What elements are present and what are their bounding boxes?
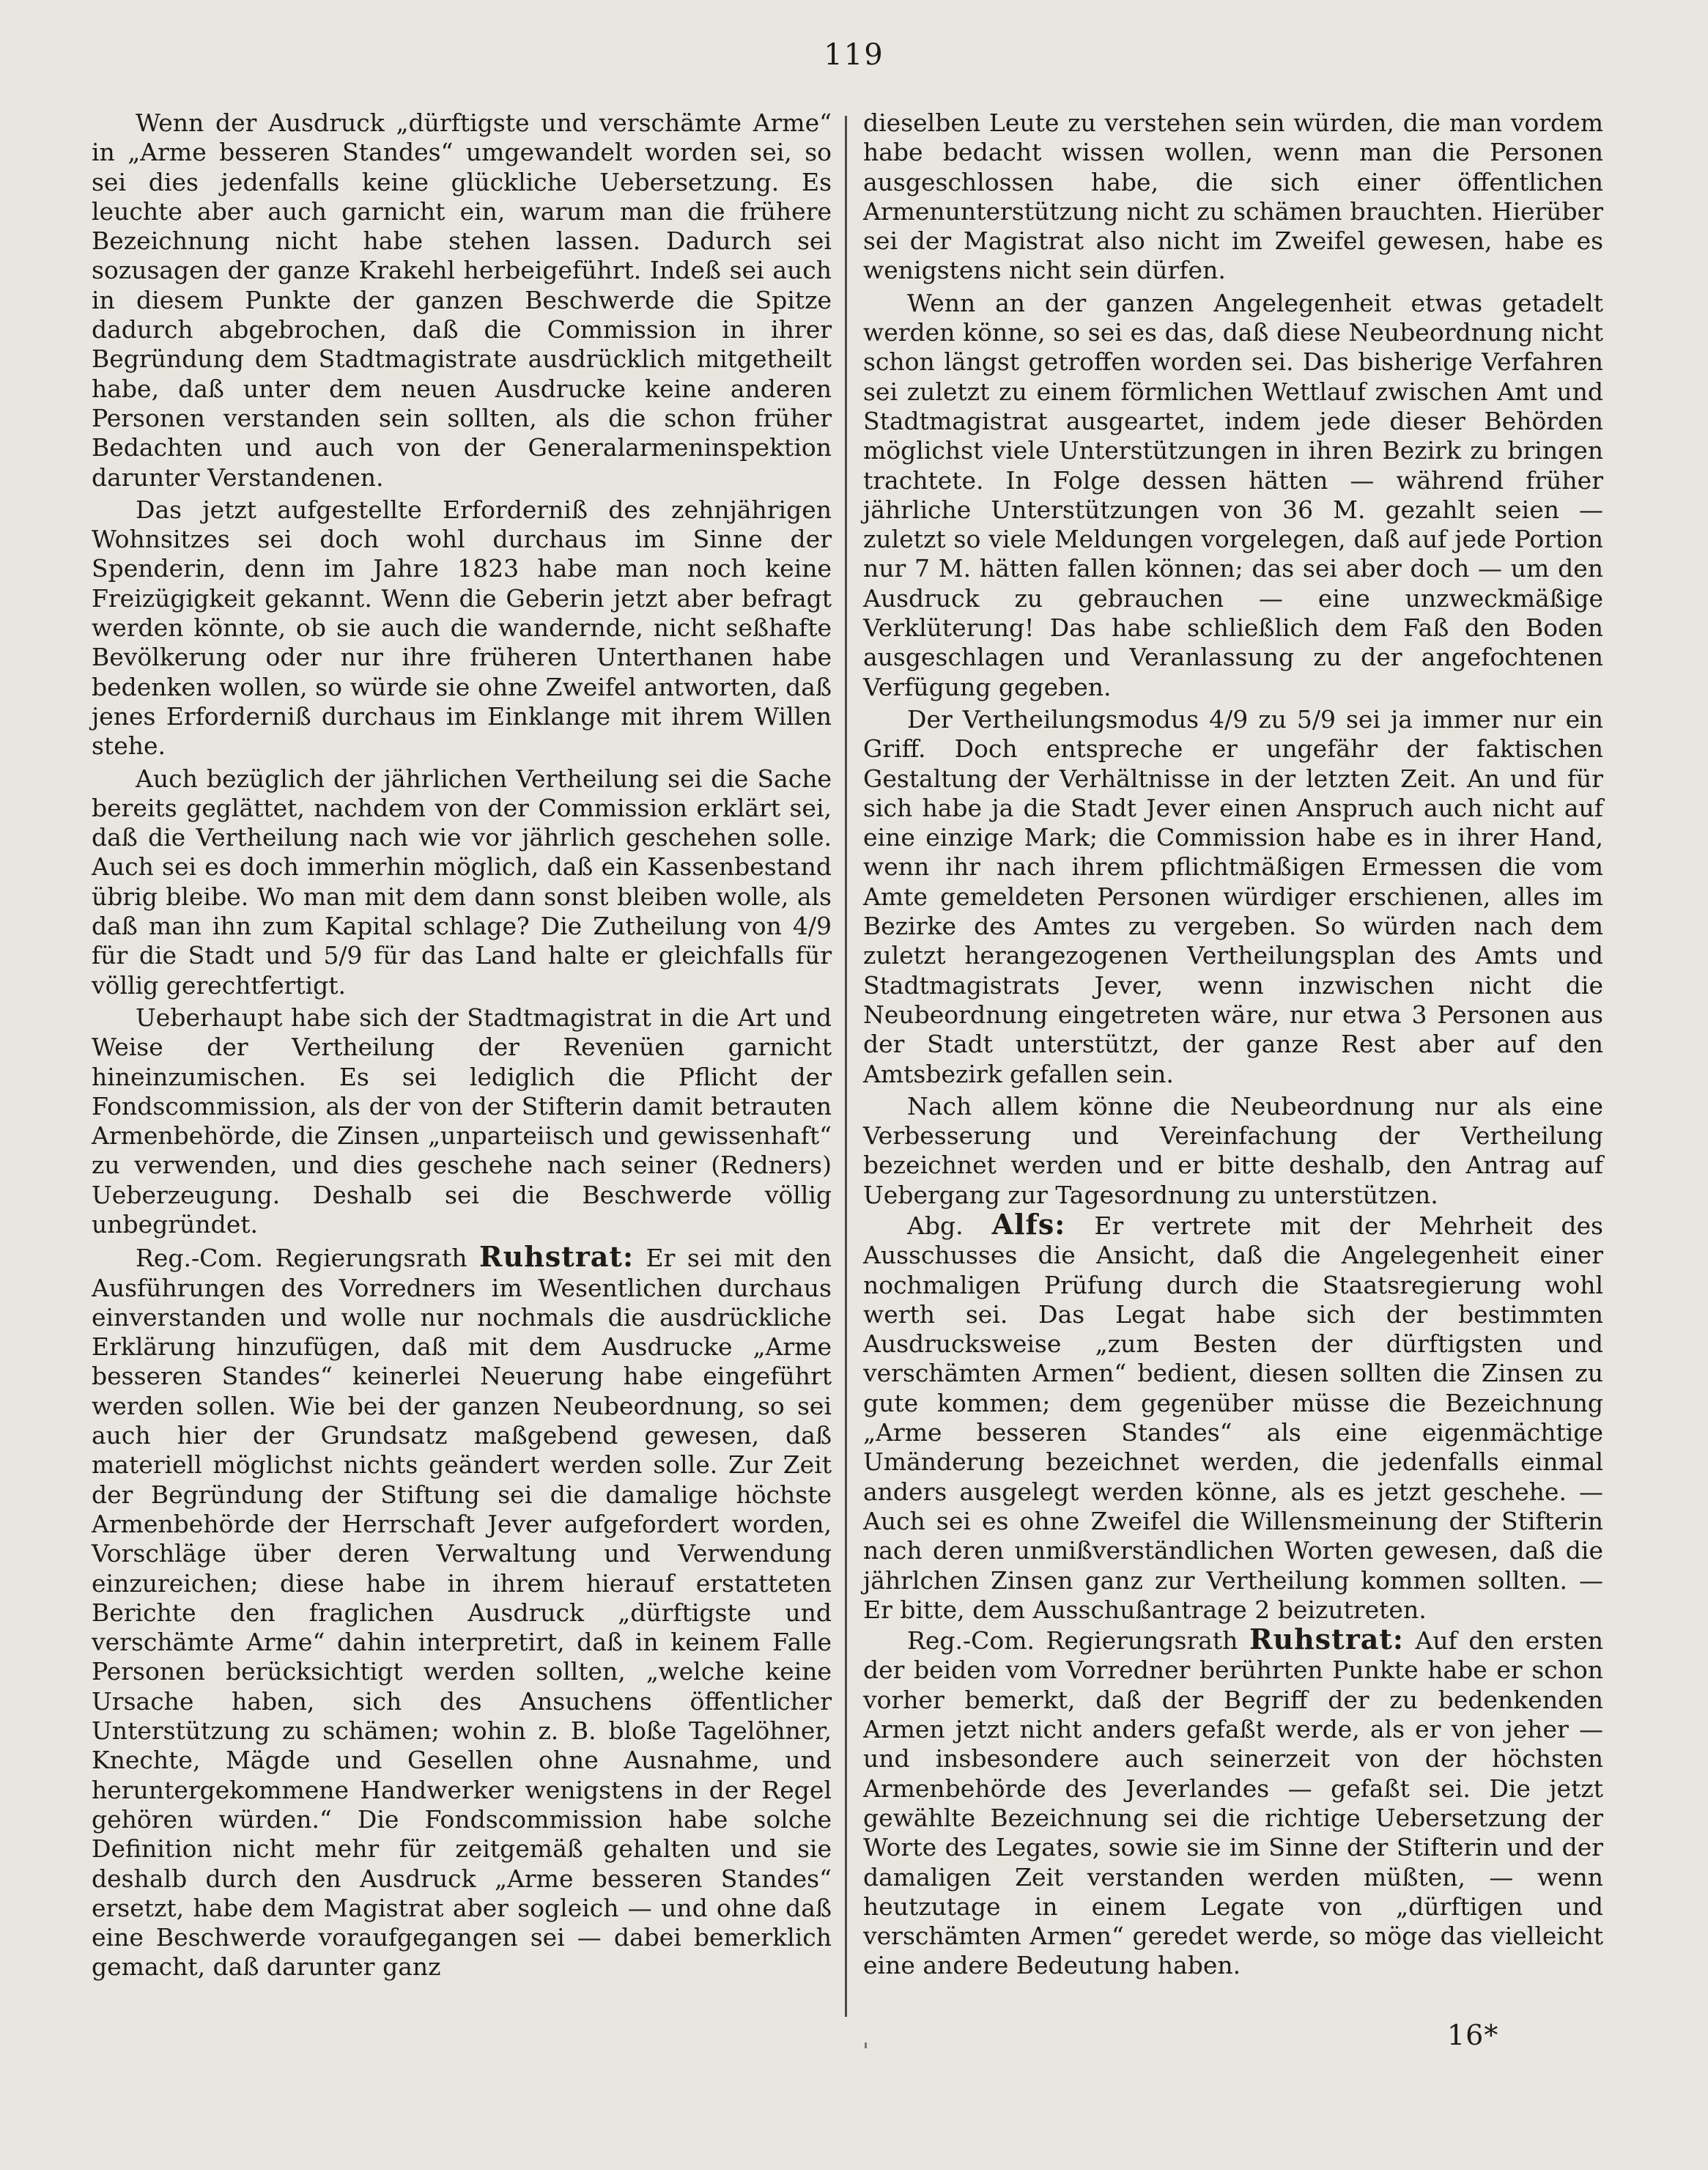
speaker-name: Alfs:: [991, 1207, 1066, 1241]
speaker-prefix: Reg.-Com. Regierungsrath: [136, 1244, 479, 1273]
paragraph: [863, 1207, 1603, 1625]
speech-text: Er sei mit den Ausführungen des Vorredners im Wesentlichen durchaus einverstanden und wolle nur nochmals die ausdrückliche Erklärung hinzufügen, daß mit dem Ausdrucke „Arme besseren Standes“ keinerlei Neuerung habe eingeführt werden sollen. Wie bei der ganzen Neubeordnung, so sei auch hier der Grundsatz maßgebend gewesen, daß materiell möglichst nichts geändert werden solle. Zur Zeit der Begründung der Stiftung sei die damalige höchste Armenbehörde der Herrschaft Jever aufgefordert worden, Vorschläge über deren Verwaltung und Verwendung einzureichen; diese habe in ihrem hierauf erstatteten Berichte den fraglichen Ausdruck „dürftigste und verschämte Arme“ dahin interpretirt, daß in keinem Falle Personen berücksichtigt werden sollten, „welche keine Ursache haben, sich des Ansuchens öffentlicher Unterstützung zu schämen; wohin z. B. bloße Tagelöhner, Knechte, Mägde und Gesellen ohne Ausnahme, und heruntergekommene Handwerker wenigstens in der Regel gehören würden.“ Die Fondscommission habe solche Definition nicht mehr für zeitgemäß gehalten und sie deshalb durch den Ausdruck „Arme besseren Standes“ ersetzt, habe dem Magistrat aber sogleich — und ohne daß eine Beschwerde voraufgegangen sei — dabei bemerklich gemacht, daß darunter ganz: [92, 1244, 832, 1982]
paragraph: [92, 1242, 832, 1982]
paragraph: [863, 1625, 1603, 1981]
paragraph: Wenn der Ausdruck „dürftigste und verschämte Arme“ in „Arme besseren Standes“ umgewandelt worden sei, so sei dies jedenfalls keine glückliche Uebersetzung. Es leuchte aber auch garnicht ein, warum man die frühere Bezeichnung nicht habe stehen lassen. Dadurch sei sozusagen der ganze Krakehl herbeigeführt. Indeß sei auch in diesem Punkte der ganzen Beschwerde die Spitze dadurch abgebrochen, daß die Commission in ihrer Begründung dem Stadtmagistrate ausdrücklich mitgetheilt habe, daß unter dem neuen Ausdrucke keine anderen Personen verstanden sein sollten, als die schon früher Bedachten und auch von der Generalarmeninspektion darunter Verstandenen.: [92, 108, 832, 492]
paragraph: Der Vertheilungsmodus 4/9 zu 5/9 sei ja immer nur ein Griff. Doch entspreche er ungefähr der faktischen Gestaltung der Verhältnisse in der letzten Zeit. An und für sich habe ja die Stadt Jever einen Anspruch auch nicht auf eine einzige Mark; die Commission habe es in ihrer Hand, wenn ihr nach ihrem pflichtmäßigen Ermessen die vom Amte gemeldeten Personen würdiger erschienen, alles im Bezirke des Amtes zu vergeben. So würden nach dem zuletzt herangezogenen Vertheilungsplan des Amts und Stadtmagistrats Jever, wenn inzwischen nicht die Neubeordnung eingetreten wäre, nur etwa 3 Personen aus der Stadt unterstützt, der ganze Rest aber auf den Amtsbezirk gefallen sein.: [863, 704, 1603, 1088]
paragraph: Auch bezüglich der jährlichen Vertheilung sei die Sache bereits geglättet, nachdem von der Commission erklärt sei, daß die Vertheilung nach wie vor jährlich geschehen solle. Auch sei es doch immerhin möglich, daß ein Kassenbestand übrig bleibe. Wo man mit dem dann sonst bleiben wolle, als daß man ihn zum Kapital schlage? Die Zutheilung von 4/9 für die Stadt und 5/9 für das Land halte er gleichfalls für völlig gerechtfertigt.: [92, 764, 832, 1000]
paragraph: Ueberhaupt habe sich der Stadtmagistrat in die Art und Weise der Vertheilung der Revenüen garnicht hineinzumischen. Es sei lediglich die Pflicht der Fondscommission, als der von der Stifterin damit betrauten Armenbehörde, die Zinsen „unparteiisch und gewissenhaft“ zu verwenden, und dies geschehe nach seiner (Redners) Ueberzeugung. Deshalb sei die Beschwerde völlig unbegründet.: [92, 1003, 832, 1239]
speaker-name: Ruhstrat:: [1249, 1623, 1404, 1656]
paragraph: Das jetzt aufgestellte Erforderniß des zehnjährigen Wohnsitzes sei doch wohl durchaus im Sinne der Spenderin, denn im Jahre 1823 habe man noch keine Freizügigkeit gekannt. Wenn die Geberin jetzt aber befragt werden könnte, ob sie auch die wandernde, nicht seßhafte Bevölkerung oder nur ihre früheren Unterthanen habe bedenken wollen, so würde sie ohne Zweifel antworten, daß jenes Erforderniß durchaus im Einklange mit ihrem Willen stehe.: [92, 495, 832, 761]
paragraph: Wenn an der ganzen Angelegenheit etwas getadelt werden könne, so sei es das, daß diese Neubeordnung nicht schon längst getroffen worden sei. Das bisherige Verfahren sei zuletzt zu einem förmlichen Wettlauf zwischen Amt und Stadtmagistrat ausgeartet, indem jede dieser Behörden möglichst viele Unterstützungen in ihren Bezirk zu bringen trachtete. In Folge dessen hätten — während früher jährliche Unterstützungen von 36 M. gezahlt seien — zuletzt so viele Meldungen vorgelegen, daß auf jede Portion nur 7 M. hätten fallen können; das sei aber doch — um den Ausdruck zu gebrauchen — eine unzweckmäßige Verklüterung! Das habe schließlich dem Faß den Boden ausgeschlagen und Veranlassung zu der angefochtenen Verfügung gegeben.: [863, 288, 1603, 701]
speech-text: Auf den ersten der beiden vom Vorredner berührten Punkte habe er schon vorher bemerkt, daß der Begriff der zu bedenkenden Armen jetzt nicht anders gefaßt werde, als er von jeher — und insbesondere auch seinerzeit von der höchsten Armenbehörde des Jeverlandes — gefaßt sei. Die jetzt gewählte Bezeichnung sei die richtige Uebersetzung der Worte des Legates, sowie sie im Sinne der Stifterin und der damaligen Zeit verstanden werden müßten, — wenn heutzutage in einem Legate von „dürftigen und verschämten Armen“ geredet werde, so möge das vielleicht eine andere Bedeutung haben.: [863, 1626, 1603, 1980]
speaker-prefix: Reg.-Com. Regierungsrath: [907, 1626, 1249, 1656]
speech-text: Er vertrete mit der Mehrheit des Ausschusses die Ansicht, daß die Angelegenheit einer nochmaligen Prüfung durch die Staatsregierung wohl werth sei. Das Legat habe sich der bestimmten Ausdrucksweise „zum Besten der dürftigsten und verschämten Armen“ bedient, diesen sollten die Zinsen zu gute kommen; dem gegenüber müsse die Bezeichnung „Arme besseren Standes“ als eine eigenmächtige Umänderung bezeichnet werden, die jedenfalls einmal anders ausgelegt werden könne, als es jetzt geschehe. — Auch sei es ohne Zweifel die Willensmeinung der Stifterin nach deren unmißverständlichen Worten gewesen, daß die jährlchen Zinsen ganz zur Vertheilung kommen sollten. — Er bitte, dem Ausschußantrage 2 beizutreten.: [863, 1211, 1603, 1624]
page-number: 119: [824, 38, 884, 72]
speaker-prefix: Abg.: [907, 1211, 992, 1240]
signature-mark: 16*: [1447, 2019, 1499, 2051]
print-mark: [865, 2042, 867, 2048]
left-column: [92, 108, 832, 1982]
paragraph: dieselben Leute zu verstehen sein würden, die man vordem habe bedacht wissen wollen, wenn man die Personen ausgeschlossen habe, die sich einer öffentlichen Armenunterstützung nicht zu schämen brauchten. Hierüber sei der Magistrat also nicht im Zweifel gewesen, habe es wenigstens nicht sein dürfen.: [863, 108, 1603, 285]
column-divider: [845, 116, 847, 2017]
right-column: [863, 108, 1603, 1981]
speaker-name: Ruhstrat:: [478, 1240, 634, 1274]
paragraph: Nach allem könne die Neubeordnung nur als eine Verbesserung und Vereinfachung der Vertheilung bezeichnet werden und er bitte deshalb, den Antrag auf Uebergang zur Tagesordnung zu unterstützen.: [863, 1091, 1603, 1209]
